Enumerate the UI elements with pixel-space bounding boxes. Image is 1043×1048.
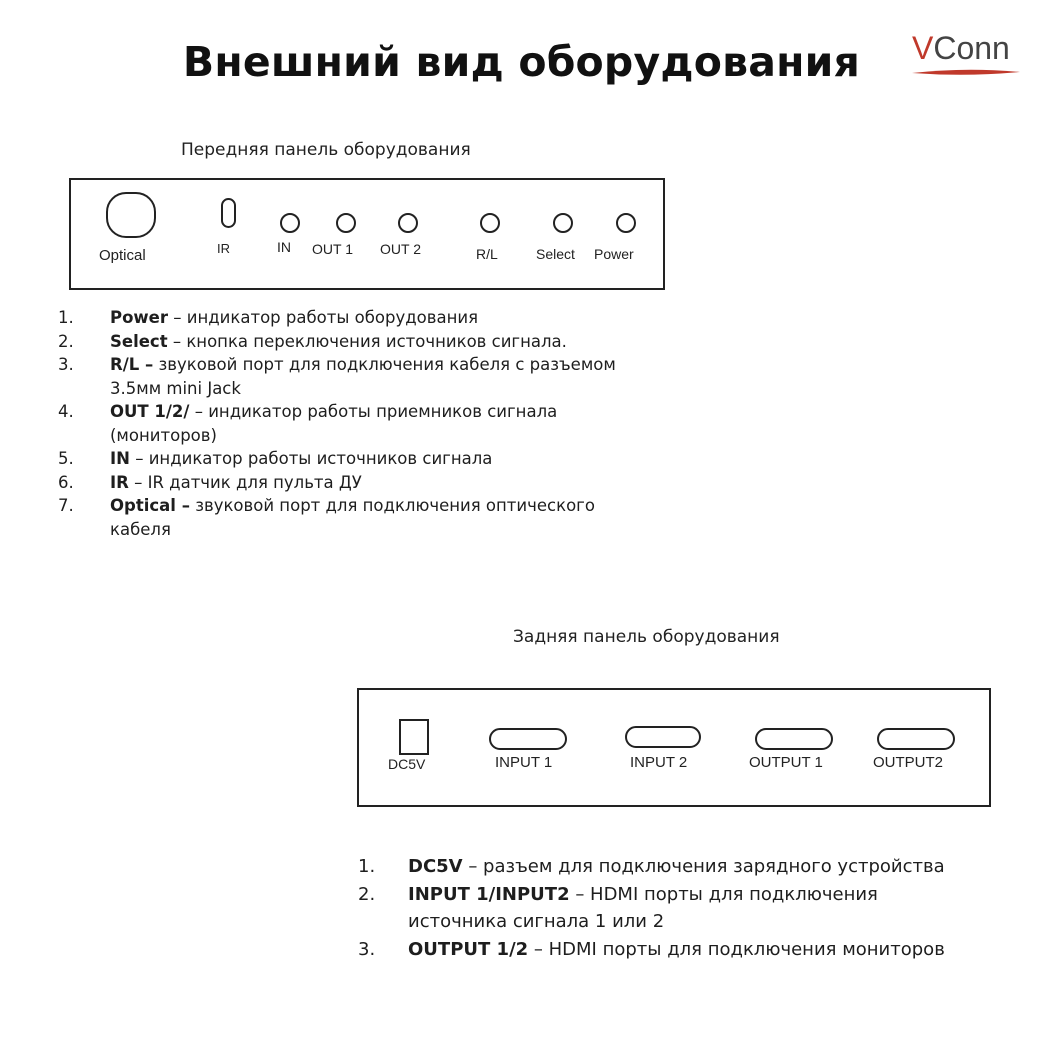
- rear-label-dc5v: DC5V: [388, 756, 426, 772]
- vconn-logo: [910, 30, 1022, 82]
- out1-led-icon: [336, 213, 356, 233]
- list-item: 2. Select – кнопка переключения источников сигнала.: [58, 331, 567, 351]
- logo-letter-v: V: [912, 30, 934, 66]
- rl-port-icon: [480, 213, 500, 233]
- front-panel-caption: Передняя панель оборудования: [181, 140, 471, 160]
- rear-label-input2: INPUT 2: [630, 754, 688, 771]
- front-label-out1: OUT 1: [312, 241, 353, 257]
- optical-port-icon: [106, 192, 156, 238]
- page-title: Внешний вид оборудования: [182, 38, 861, 86]
- in-led-icon: [280, 213, 300, 233]
- output1-hdmi-icon: [755, 728, 833, 750]
- list-item: 6. IR – IR датчик для пульта ДУ: [58, 472, 362, 492]
- list-item: 2. INPUT 1/INPUT2 – HDMI порты для подключения источника сигнала 1 или 2: [358, 883, 878, 932]
- rear-legend-list: [358, 853, 968, 963]
- rear-panel-diagram: [357, 688, 991, 807]
- front-panel-diagram: [69, 178, 665, 290]
- ir-sensor-icon: [221, 198, 236, 228]
- list-item: 7. Optical – звуковой порт для подключения оптического кабеля: [58, 496, 595, 539]
- front-label-select: Select: [536, 246, 575, 262]
- list-item: 3. R/L – звуковой порт для подключения кабеля с разъемом 3.5мм mini Jack: [58, 355, 616, 398]
- output2-hdmi-icon: [877, 728, 955, 750]
- rear-label-output1: OUTPUT 1: [749, 754, 823, 771]
- list-item: 5. IN – индикатор работы источников сигнала: [58, 449, 493, 468]
- rear-panel-caption: Задняя панель оборудования: [513, 627, 780, 647]
- input1-hdmi-icon: [489, 728, 567, 750]
- front-label-out2: OUT 2: [380, 241, 421, 257]
- front-label-optical: Optical: [99, 247, 146, 264]
- list-item: 4. OUT 1/2/ – индикатор работы приемников сигнала (мониторов): [58, 402, 558, 445]
- dc5v-port-icon: [399, 719, 429, 755]
- logo-letter-rest: Conn: [933, 30, 1010, 66]
- out2-led-icon: [398, 213, 418, 233]
- list-item: 1. Power – индикатор работы оборудования: [58, 308, 479, 327]
- front-label-in: IN: [277, 239, 291, 255]
- front-label-rl: R/L: [476, 246, 498, 262]
- front-label-power: Power: [594, 246, 634, 262]
- input2-hdmi-icon: [625, 726, 701, 748]
- power-led-icon: [616, 213, 636, 233]
- front-label-ir: IR: [217, 241, 230, 256]
- rear-label-input1: INPUT 1: [495, 754, 553, 771]
- list-item: 1. DC5V – разъем для подключения зарядного устройства: [358, 856, 945, 877]
- logo-swoosh-icon: [910, 66, 1022, 80]
- logo-text: [912, 30, 1010, 67]
- select-button-icon: [553, 213, 573, 233]
- front-legend-list: [58, 306, 670, 541]
- list-item: 3. OUTPUT 1/2 – HDMI порты для подключения мониторов: [358, 938, 945, 960]
- rear-label-output2: OUTPUT2: [873, 754, 944, 771]
